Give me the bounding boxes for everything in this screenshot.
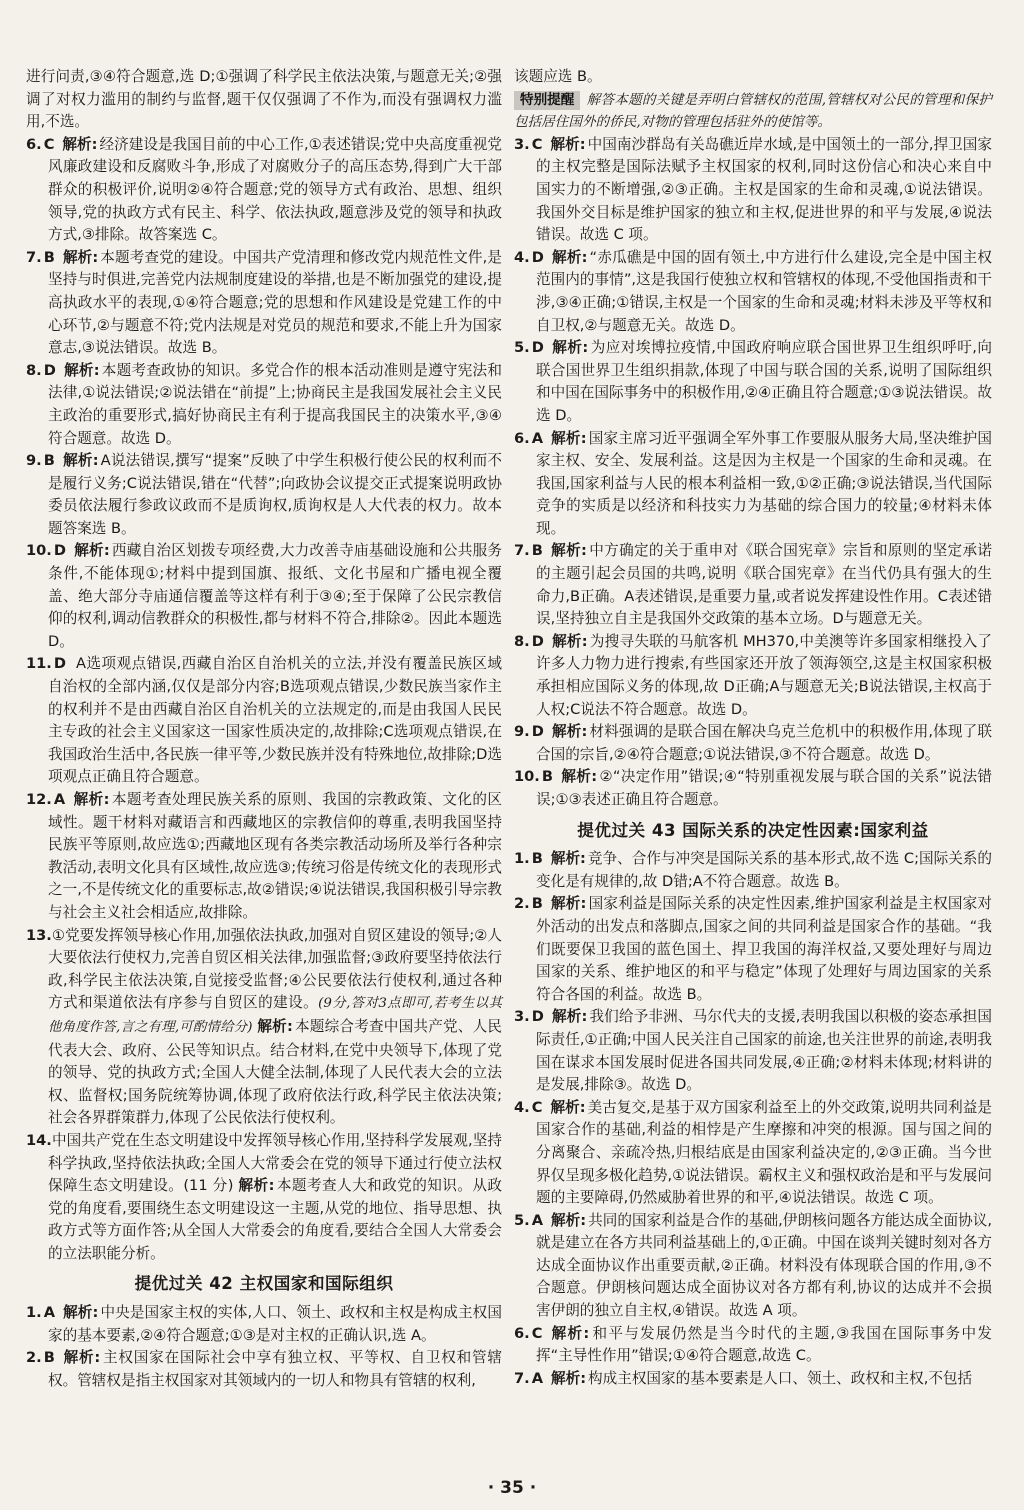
analysis-label: 解析:	[551, 1008, 588, 1026]
answer-text: 为搜寻失联的马航客机 MH370,中美澳等许多国家相继投入了许多人力物力进行搜索,有些国家还开放了领海领空,这是主权国家积极承担相应国际义务的体现,故 D正确;A与题意无关;B说法错误,主权高于人权;C说法不符合题意。故选 D。	[536, 632, 993, 718]
analysis-label: 解析:	[551, 632, 588, 650]
answer-item	[514, 766, 992, 811]
answer-letter: B	[43, 248, 55, 266]
answer-item	[514, 428, 992, 541]
answer-item-14	[26, 1130, 502, 1266]
analysis-label: 解析:	[238, 1177, 275, 1195]
answer-text: ①党要发挥领导核心作用,加强依法执政,加强对自贸区建设的领导;②人大要依法行使权力,完善自贸区相关法律,加强监督;③政府要坚持依法行政,科学民主依法决策,自觉接受监督;④公民要依法行使权利,通过各种方式和渠道依法有序参与自贸区的建设。	[48, 926, 502, 1012]
analysis-label: 解析:	[73, 791, 110, 808]
scoring-note: (9分,答对3点即可,若考生以其他角度作答,言之有理,可酌情给分)	[48, 996, 502, 1035]
answer-letter: A	[43, 1304, 55, 1322]
question-number: 14.	[26, 1131, 52, 1149]
answer-text: A选项观点错误,西藏自治区自治机关的立法,并没有覆盖民族区域自治权的全部内涵,仅仅是部分内容;B选项观点错误,少数民族当家作主的权利并不是由西藏自治区自治机关的立法规定的,而是由我国人民民主专政的社会主义国家这一国家性质决定的,故排除;C选项观点错误,在我国政治生活中,各民族一律平等,少数民族并没有特殊地位,故排除;D选项观点正确且符合题意。	[48, 655, 502, 786]
answer-letter: D	[43, 361, 56, 379]
answer-item	[26, 540, 502, 653]
analysis-label: 解析:	[550, 542, 587, 560]
answer-letter: A	[531, 1211, 543, 1229]
answer-letter: C	[531, 135, 543, 153]
question-number: 5.	[514, 339, 530, 357]
analysis-label: 解析:	[257, 1017, 293, 1035]
answer-item	[26, 653, 502, 789]
question-number: 7.	[26, 248, 42, 266]
question-number: 8.	[514, 632, 530, 650]
answer-text: 西藏自治区划拨专项经费,大力改善寺庙基础设施和公共服务条件,不能体现①;材料中提到国旗、报纸、文化书屋和广播电视全覆盖、绝大部分寺庙通信覆盖等这样有利于③④;至于保障了公民宗教信仰的权利,调动信教群众的积极性,都与材料不符合,排除②。因此本题选 D。	[48, 542, 502, 650]
question-number: 2.	[514, 895, 530, 913]
answer-item	[26, 1347, 502, 1392]
answer-item	[514, 1006, 992, 1096]
analysis-label: 解析:	[560, 768, 598, 786]
question-number: 10.	[26, 542, 52, 560]
analysis-text: 本题综合考查中国共产党、人民代表大会、政府、公民等知识点。结合材料,在党中央领导下,体现了党的领导、党的执政方式;全国人大健全法制,体现了人民代表大会的立法权、监督权;国务院统筹协调,体现了政府依法行政,科学民主依法决策;社会各界群策群力,体现了公民依法行使权利。	[48, 1017, 502, 1127]
question-number: 9.	[514, 723, 530, 741]
analysis-label: 解析:	[62, 452, 99, 470]
answer-letter: D	[53, 655, 66, 673]
answer-text: 中国共产党在生态文明建设中发挥领导核心作用,坚持科学发展观,坚持科学执政,坚持依法执政;全国人大常委会在党的领导下通过行使立法权保障生态文明建设。(11 分)	[48, 1131, 502, 1195]
analysis-label: 解析:	[63, 1304, 99, 1322]
answer-item	[514, 1210, 992, 1323]
answer-item-13	[26, 925, 502, 1130]
analysis-label: 解析:	[551, 1211, 587, 1229]
analysis-label: 解析:	[62, 135, 98, 153]
answer-text: 中国南沙群岛有关岛礁近岸水域,是中国领土的一部分,捍卫国家的主权完整是国际法赋予主权国家的权利,同时这份信心和决心来自中国实力的不断增强,②③正确。主权是国家的生命和灵魂,①说法错误。我国外交目标是维护国家的独立和主权,促进世界的和平与发展,④说法错误。故选 C 项。	[536, 135, 992, 244]
analysis-label: 解析:	[551, 1369, 587, 1387]
question-number: 10.	[514, 768, 540, 786]
answer-letter: D	[531, 1008, 544, 1026]
answer-item	[26, 360, 502, 450]
answer-text: 中央是国家主权的实体,人口、领土、政权和主权是构成主权国家的基本要素,②④符合题意;①③是对主权的正确认识,选 A。	[48, 1304, 502, 1344]
question-number: 6.	[514, 429, 530, 447]
question-number: 12.	[26, 791, 52, 808]
continued-text: 该题应选 B。	[514, 68, 602, 85]
answer-text: 经济建设是我国目前的中心工作,①表述错误;党中央高度重视党风廉政建设和反腐败斗争,形成了对腐败分子的高压态势,得到广大干部群众的积极评价,说明②④符合题意;党的领导方式有政治、思想、组织领导,党的执政方式有民主、科学、依法执政,题意涉及党的领导和执政方式,③排除。故答案选 C。	[48, 135, 502, 244]
right-column	[514, 66, 992, 1390]
answer-item	[514, 134, 992, 247]
analysis-label: 解析:	[550, 895, 587, 913]
answer-letter: C	[531, 1098, 543, 1116]
answer-item	[26, 1302, 502, 1347]
page-number: · 35 ·	[487, 1478, 537, 1498]
question-number: 3.	[514, 1008, 530, 1026]
answer-letter: D	[531, 339, 544, 357]
analysis-label: 解析:	[62, 1349, 101, 1367]
answer-item	[514, 540, 992, 630]
analysis-label: 解析:	[551, 339, 589, 357]
answer-letter: A	[531, 429, 543, 447]
tip-badge: 特别提醒	[514, 91, 580, 110]
answer-letter: D	[531, 632, 544, 650]
answer-text: 构成主权国家的基本要素是人口、领土、政权和主权,不包括	[588, 1369, 973, 1387]
analysis-text: 本题考查人大和政党的知识。从政党的角度看,要围绕生态文明建设这一主题,从党的地位、指导思想、执政方式等方面作答;从全国人大常委会的角度看,要结合全国人大常委会的立法职能分析。	[48, 1177, 502, 1262]
analysis-label: 解析:	[550, 1324, 590, 1342]
question-number: 3.	[514, 135, 530, 153]
answer-text: 和平与发展仍然是当今时代的主题,③我国在国际事务中发挥“主导性作用”错误;①④符合题意,故选 C。	[536, 1324, 992, 1365]
answer-item	[26, 789, 502, 925]
analysis-label: 解析:	[551, 723, 588, 741]
answer-text: 我们给予非洲、马尔代夫的支援,表明我国以积极的姿态承担国际责任,①正确;中国人民关注自己国家的前途,也关注世界的前途,表明我国在谋求本国发展时促进各国共同发展,④正确;②材料未体现;材料讲的是发展,排除③。故选 D。	[536, 1008, 992, 1094]
question-number: 11.	[26, 655, 52, 673]
analysis-label: 解析:	[550, 135, 586, 153]
analysis-label: 解析:	[550, 1098, 586, 1116]
analysis-label: 解析:	[551, 248, 588, 266]
tip-text: 解答本题的关键是弄明白管辖权的范围,管辖权对公民的管理和保护包括居住国外的侨民,对物的管理包括驻外的使馆等。	[514, 91, 992, 131]
answer-letter: D	[531, 248, 544, 266]
answer-letter: D	[53, 542, 66, 560]
answer-text: 共同的国家利益是合作的基础,伊朗核问题各方能达成全面协议,就是建立在各方共同利益基础上的,①正确。中国在谈判关键时刻对各方达成全面协议作出重要贡献,②正确。材料没有体现联合国的作用,③不合题意。伊朗核问题达成全面协议对各方都有利,协议的达成并不会损害伊朗的独立自主权,④错误。故选 A 项。	[536, 1211, 993, 1320]
answer-letter: A	[53, 791, 66, 808]
analysis-label: 解析:	[63, 361, 100, 379]
analysis-label: 解析:	[62, 248, 99, 266]
answer-letter: D	[531, 723, 544, 741]
question-number: 5.	[514, 1211, 530, 1229]
answer-text: 竞争、合作与冲突是国际关系的基本形式,故不选 C;国际关系的变化是有规律的,故 D错;A不符合题意。故选 B。	[536, 850, 992, 890]
answer-text: 国家主席习近平强调全军外事工作要服从服务大局,坚决维护国家主权、安全、发展利益。这是因为主权是一个国家的生命和灵魂。在我国,国家利益与人民的根本利益相一致,①②正确;③说法错误,当代国际竞争的实质是以经济和科技实力为基础的综合国力的较量;④材料未体现。	[536, 429, 992, 537]
answer-letter: B	[531, 895, 543, 913]
question-number: 4.	[514, 1098, 530, 1116]
answer-letter: B	[541, 768, 553, 786]
answer-text: 材料强调的是联合国在解决乌克兰危机中的积极作用,体现了联合国的宗旨,②④符合题意;①说法错误,③不符合题意。故选 D。	[536, 723, 992, 763]
answer-item	[26, 134, 502, 247]
answer-text: 中方确定的关于重申对《联合国宪章》宗旨和原则的坚定承诺的主题引起会员国的共鸣,说明《联合国宪章》在当代仍具有强大的生命力,B正确。A表述错误,是重要力量,或者说发挥建设性作用。C表述错误,坚持独立自主是我国外交政策的基本立场。D与题意无关。	[536, 542, 992, 628]
answer-letter: B	[531, 850, 543, 868]
answer-item	[26, 450, 502, 540]
answer-item	[514, 1323, 992, 1368]
answer-text: 本题考查党的建设。中国共产党清理和修改党内规范性文件,是坚持与时俱进,完善党内法规制度建设的举措,也是不断加强党的建设,提高执政水平的表现,①④符合题意;党的思想和作风建设是党建工作的中心环节,②与题意不符;党内法规是对党员的规范和要求,不能上升为国家意志,③说法错误。故选 B。	[48, 248, 502, 357]
answer-letter: B	[43, 452, 55, 470]
answer-text: 本题考查处理民族关系的原则、我国的宗教政策、文化的区域性。题干材料对藏语言和西藏地区的宗教信仰的尊重,表明我国坚持民族平等原则,故应选①;西藏地区现有各类宗教活动场所及举行各种宗教活动,表明文化具有区域性,故应选③;传统习俗是传统文化的表现形式之一,不是传统文化的重要标志,故②错误;④说法错误,我国积极引导宗教与社会主义社会相适应,故排除。	[48, 791, 502, 921]
answer-text: ②“决定作用”错误;④“特别重视发展与联合国的关系”说法错误;①③表述正确且符合题意。	[536, 768, 993, 808]
answer-text: 为应对埃博拉疫情,中国政府响应联合国世界卫生组织呼吁,向联合国世界卫生组织捐款,体现了中国与联合国的关系,说明了国际组织和中国在国际事务中的积极作用,②④正确且符合题意;①③说法错误。故选 D。	[536, 339, 992, 424]
answer-text: A说法错误,撰写“提案”反映了中学生积极行使公民的权利而不是履行义务;C说法错误,错在“代替”;向政协会议提交正式提案说明政协委员依法履行参政议政而不是质询权,质询权是人大代表的权力。故本题答案选 B。	[48, 452, 502, 537]
section-title-42: 提优过关 42 主权国家和国际组织	[134, 1274, 394, 1294]
question-number: 8.	[26, 361, 42, 379]
answer-item	[514, 337, 992, 427]
answer-letter: A	[531, 1369, 543, 1387]
question-number: 2.	[26, 1349, 42, 1367]
question-number: 6.	[26, 135, 42, 153]
question-number: 7.	[514, 1369, 530, 1387]
answer-letter: B	[531, 542, 543, 560]
analysis-label: 解析:	[551, 429, 587, 447]
question-number: 7.	[514, 542, 530, 560]
answer-text: 美古复交,是基于双方国家利益至上的外交政策,说明共同利益是国家合作的基础,利益的相悖是产生摩擦和冲突的根源。国与国之间的分离聚合、亲疏冷热,归根结底是由国家利益决定的,②③正确。当今世界仅呈现多极化趋势,①说法错误。霸权主义和强权政治是和平与发展问题的主要障碍,仍然威胁着世界的和平,④说法错误。故选 C 项。	[536, 1098, 992, 1207]
answer-item	[514, 247, 992, 337]
answer-item	[514, 893, 992, 1006]
special-tip	[514, 89, 992, 134]
answer-letter: C	[531, 1324, 543, 1342]
answer-text: 主权国家在国际社会中享有独立权、平等权、自卫权和管辖权。管辖权是指主权国家对其领域内的一切人和物具有管辖的权利,	[48, 1349, 502, 1389]
answer-item	[514, 721, 992, 766]
answer-item	[514, 848, 992, 893]
answer-text: 国家利益是国际关系的决定性因素,维护国家利益是主权国家对外活动的出发点和落脚点,国家之间的共同利益是国家合作的基础。“我们既要保卫我国的蓝色国土、捍卫我国的海洋权益,又要处理好与周边国家的关系、维护地区的和平与稳定”体现了处理好与周边国家的关系符合各国的利益。故选 B。	[536, 895, 992, 1003]
answer-letter: C	[43, 135, 55, 153]
question-number: 9.	[26, 452, 42, 470]
answer-text: “赤瓜礁是中国的固有领土,中方进行什么建设,完全是中国主权范围内的事情”,这是我国行使独立权和管辖权的体现,不受他国指责和干涉,③④正确;①错误,主权是一个国家的生命和灵魂;材料未涉及平等权和自卫权,②与题意无关。故选 D。	[536, 248, 993, 334]
question-number: 13.	[26, 926, 52, 944]
answer-item	[514, 631, 992, 721]
left-column	[26, 66, 502, 1392]
answer-text: 本题考查政协的知识。多党合作的根本活动准则是遵守宪法和法律,①说法错误;②说法错在“前提”上;协商民主是我国发展社会主义民主政治的重要形式,搞好协商民主有利于提高我国民主的决策水平,③④符合题意。故选 D。	[48, 361, 502, 447]
question-number: 6.	[514, 1324, 530, 1342]
answer-item	[514, 1368, 992, 1391]
continued-text: 进行问责,③④符合题意,选 D;①强调了科学民主依法决策,与题意无关;②强调了对权力滥用的制约与监督,题干仅仅强调了不作为,而没有强调权力滥用,不选。	[26, 68, 502, 131]
question-number: 4.	[514, 248, 530, 266]
analysis-label: 解析:	[73, 542, 110, 560]
answer-item	[26, 247, 502, 360]
analysis-label: 解析:	[550, 850, 586, 868]
answer-item	[514, 1097, 992, 1210]
question-number: 1.	[26, 1304, 42, 1322]
answer-letter: B	[43, 1349, 55, 1367]
section-title-43: 提优过关 43 国际关系的决定性因素:国家利益	[577, 820, 929, 840]
question-number: 1.	[514, 850, 530, 868]
